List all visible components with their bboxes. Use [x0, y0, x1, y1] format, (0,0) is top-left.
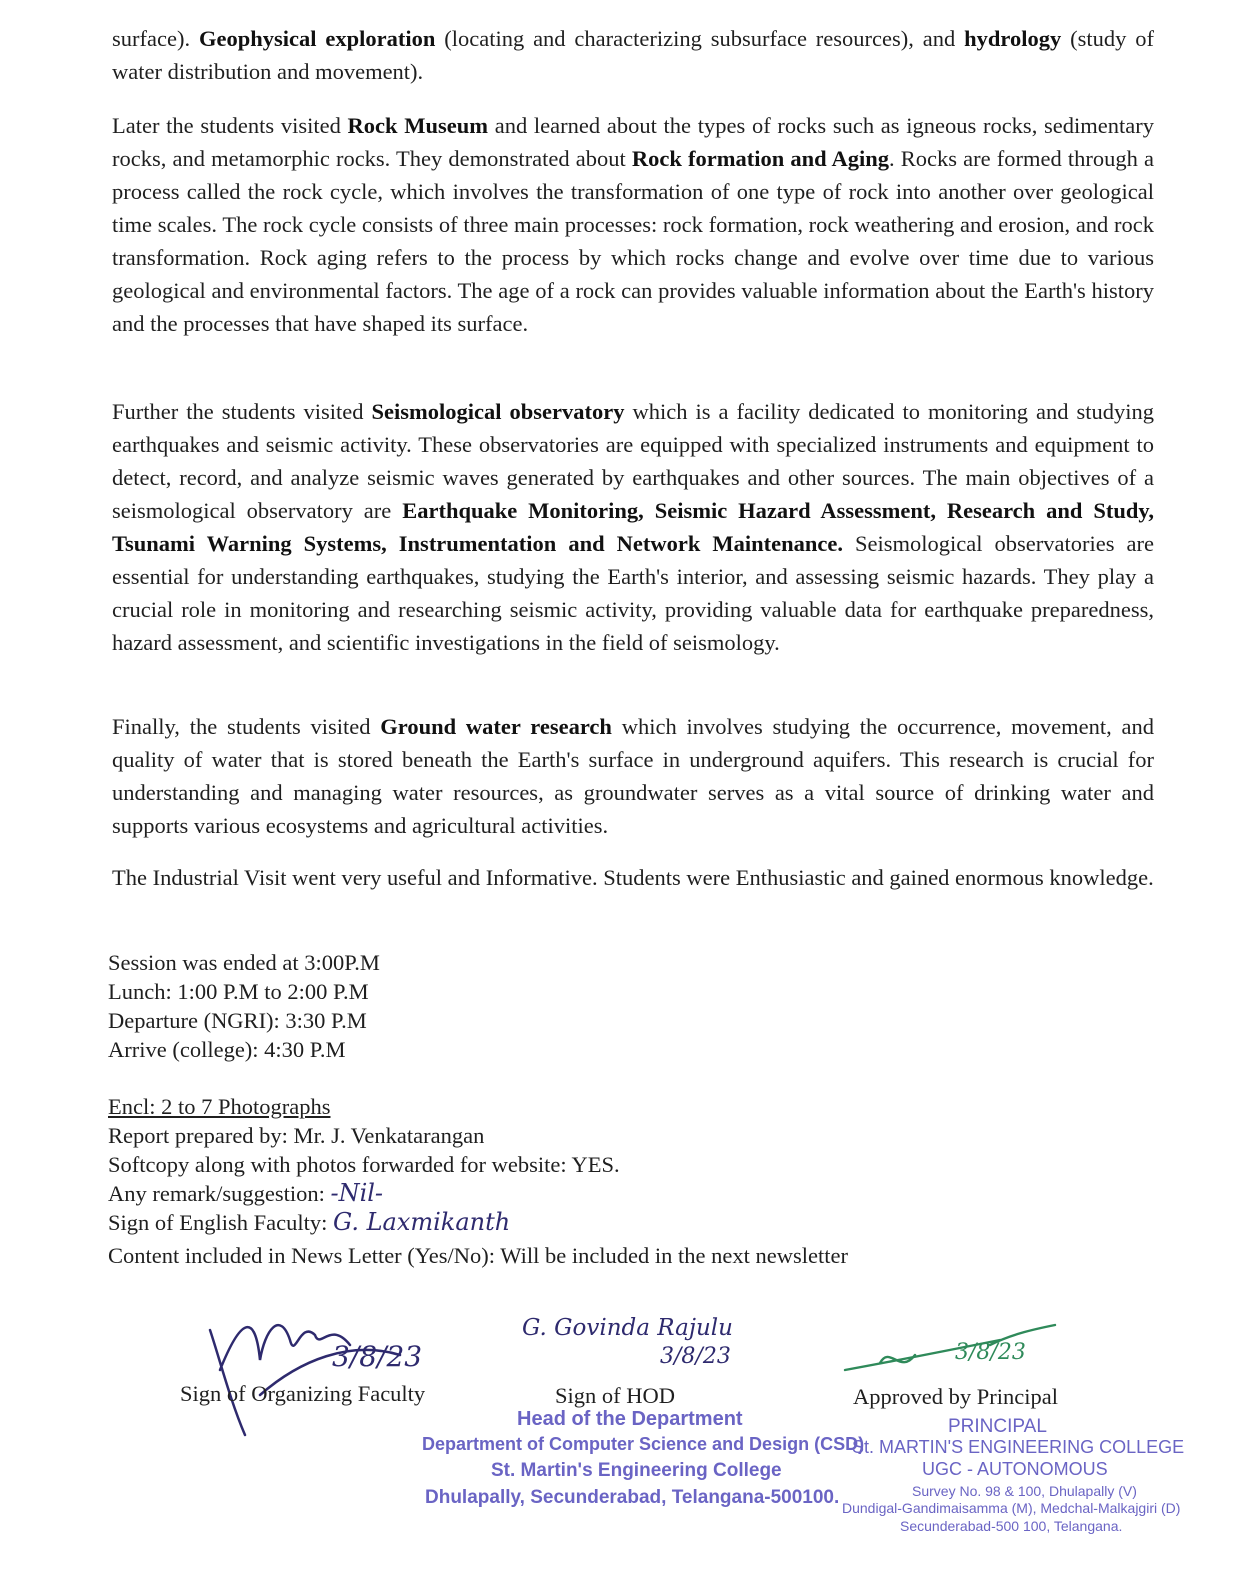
- arrival-line: Arrive (college): 4:30 P.M: [108, 1037, 346, 1062]
- enclosure-line: Encl: 2 to 7 Photographs: [108, 1094, 331, 1119]
- bold-term: hydrology: [964, 26, 1062, 51]
- organizing-faculty-label: Sign of Organizing Faculty: [180, 1381, 426, 1406]
- english-sign-label: Sign of English Faculty:: [108, 1210, 333, 1235]
- hod-stamp-department: Department of Computer Science and Design (CSD): [422, 1434, 865, 1454]
- remark-line: [108, 1179, 383, 1208]
- principal-label: Approved by Principal: [853, 1384, 1058, 1409]
- text-run: which is a facility dedicated to monitoring and studying earthquakes and seismic activity. These observatories are equipped with specialized instruments and equipment to detect, record, and analyze seismic waves generated by earthquakes and other sources. The main objectives of a seismological observatory are: [112, 399, 1154, 523]
- text-run: (study of water distribution and movement).: [112, 26, 1154, 84]
- paragraph-conclusion: [112, 861, 1154, 894]
- bold-term: Ground water research: [380, 714, 612, 739]
- principal-stamp-city: Secunderabad-500 100, Telangana.: [900, 1518, 1123, 1534]
- principal-stamp-mandal: Dundigal-Gandimaisamma (M), Medchal-Malkajgiri (D): [842, 1500, 1181, 1516]
- principal-stamp-survey: Survey No. 98 & 100, Dhulapally (V): [912, 1483, 1137, 1499]
- principal-stamp-autonomous: UGC - AUTONOMOUS: [922, 1459, 1108, 1479]
- hod-stamp-title: Head of the Department: [517, 1408, 743, 1430]
- bold-term: Seismological observatory: [371, 399, 625, 424]
- text-run: and learned about the types of rocks such as igneous rocks, sedimentary rocks, and metamorphic rocks. They demonstrated about: [112, 113, 1154, 171]
- bold-term: Geophysical exploration: [198, 26, 436, 51]
- text-run: (locating and characterizing subsurface resources), and: [435, 26, 965, 51]
- principal-signature-date: 3/8/23: [955, 1340, 1026, 1365]
- hod-signature-date: 3/8/23: [660, 1344, 731, 1369]
- remark-label: Any remark/suggestion:: [108, 1181, 331, 1206]
- hod-stamp-address: Dhulapally, Secunderabad, Telangana-500100.: [425, 1487, 840, 1508]
- paragraph-ground-water: [112, 710, 1154, 842]
- prepared-by-line: Report prepared by: Mr. J. Venkatarangan: [108, 1123, 485, 1148]
- softcopy-line: Softcopy along with photos forwarded for website: YES.: [108, 1152, 620, 1177]
- departure-line: Departure (NGRI): 3:30 P.M: [108, 1008, 367, 1033]
- newsletter-line: Content included in News Letter (Yes/No): Will be included in the next newsletter: [108, 1243, 848, 1268]
- english-faculty-sign-line: [108, 1208, 510, 1237]
- english-sign-handwriting: G. Laxmikanth: [333, 1208, 511, 1236]
- text-run: surface).: [112, 26, 199, 51]
- principal-stamp-college: St. MARTIN'S ENGINEERING COLLEGE: [852, 1437, 1185, 1457]
- lunch-line: Lunch: 1:00 P.M to 2:00 P.M: [108, 979, 369, 1004]
- bold-term: Earthquake Monitoring, Seismic Hazard Assessment, Research and Study, Tsunami Warning Systems, Instrumentation and Network Maintenance.: [112, 498, 1154, 556]
- hod-label: Sign of HOD: [555, 1383, 676, 1408]
- organizing-faculty-date: 3/8/23: [332, 1340, 423, 1373]
- text-run: . Rocks are formed through a process called the rock cycle, which involves the transformation of one type of rock into another over geological time scales. The rock cycle consists of three main processes: rock formation, rock weathering and erosion, and rock transformation. Rock aging refers to the process by which rocks change and evolve over time due to various geological and environmental factors. The age of a rock can provides valuable information about the Earth's history and the processes that have shaped its surface.: [112, 146, 1154, 336]
- session-end-line: Session was ended at 3:00P.M: [108, 950, 380, 975]
- text-run: Finally, the students visited: [112, 714, 381, 739]
- text-run: Further the students visited: [112, 399, 372, 424]
- paragraph-geophysics: [112, 22, 1154, 88]
- text-run: which involves studying the occurrence, movement, and quality of water that is stored beneath the Earth's surface in underground aquifers. This research is crucial for understanding and managing water resources, as groundwater serves as a vital source of drinking water and supports various ecosystems and agricultural activities.: [112, 714, 1154, 838]
- hod-stamp-college: St. Martin's Engineering College: [491, 1460, 782, 1481]
- hod-signature-handwriting: G. Govinda Rajulu: [522, 1315, 733, 1341]
- principal-stamp-title: PRINCIPAL: [948, 1416, 1047, 1437]
- paragraph-rock-museum: [112, 109, 1154, 340]
- bold-term: Rock formation and Aging: [631, 146, 890, 171]
- text-run: Seismological observatories are essential for understanding earthquakes, studying the Earth's interior, and assessing seismic hazards. They play a crucial role in monitoring and researching seismic activity, providing valuable data for earthquake preparedness, hazard assessment, and scientific investigations in the field of seismology.: [112, 531, 1154, 655]
- bold-term: Rock Museum: [347, 113, 489, 138]
- paragraph-seismological-observatory: [112, 395, 1154, 659]
- text-run: The Industrial Visit went very useful and Informative. Students were Enthusiastic and gained enormous knowledge.: [112, 865, 1154, 890]
- text-run: Later the students visited: [112, 113, 348, 138]
- remark-handwriting: -Nil-: [330, 1179, 384, 1207]
